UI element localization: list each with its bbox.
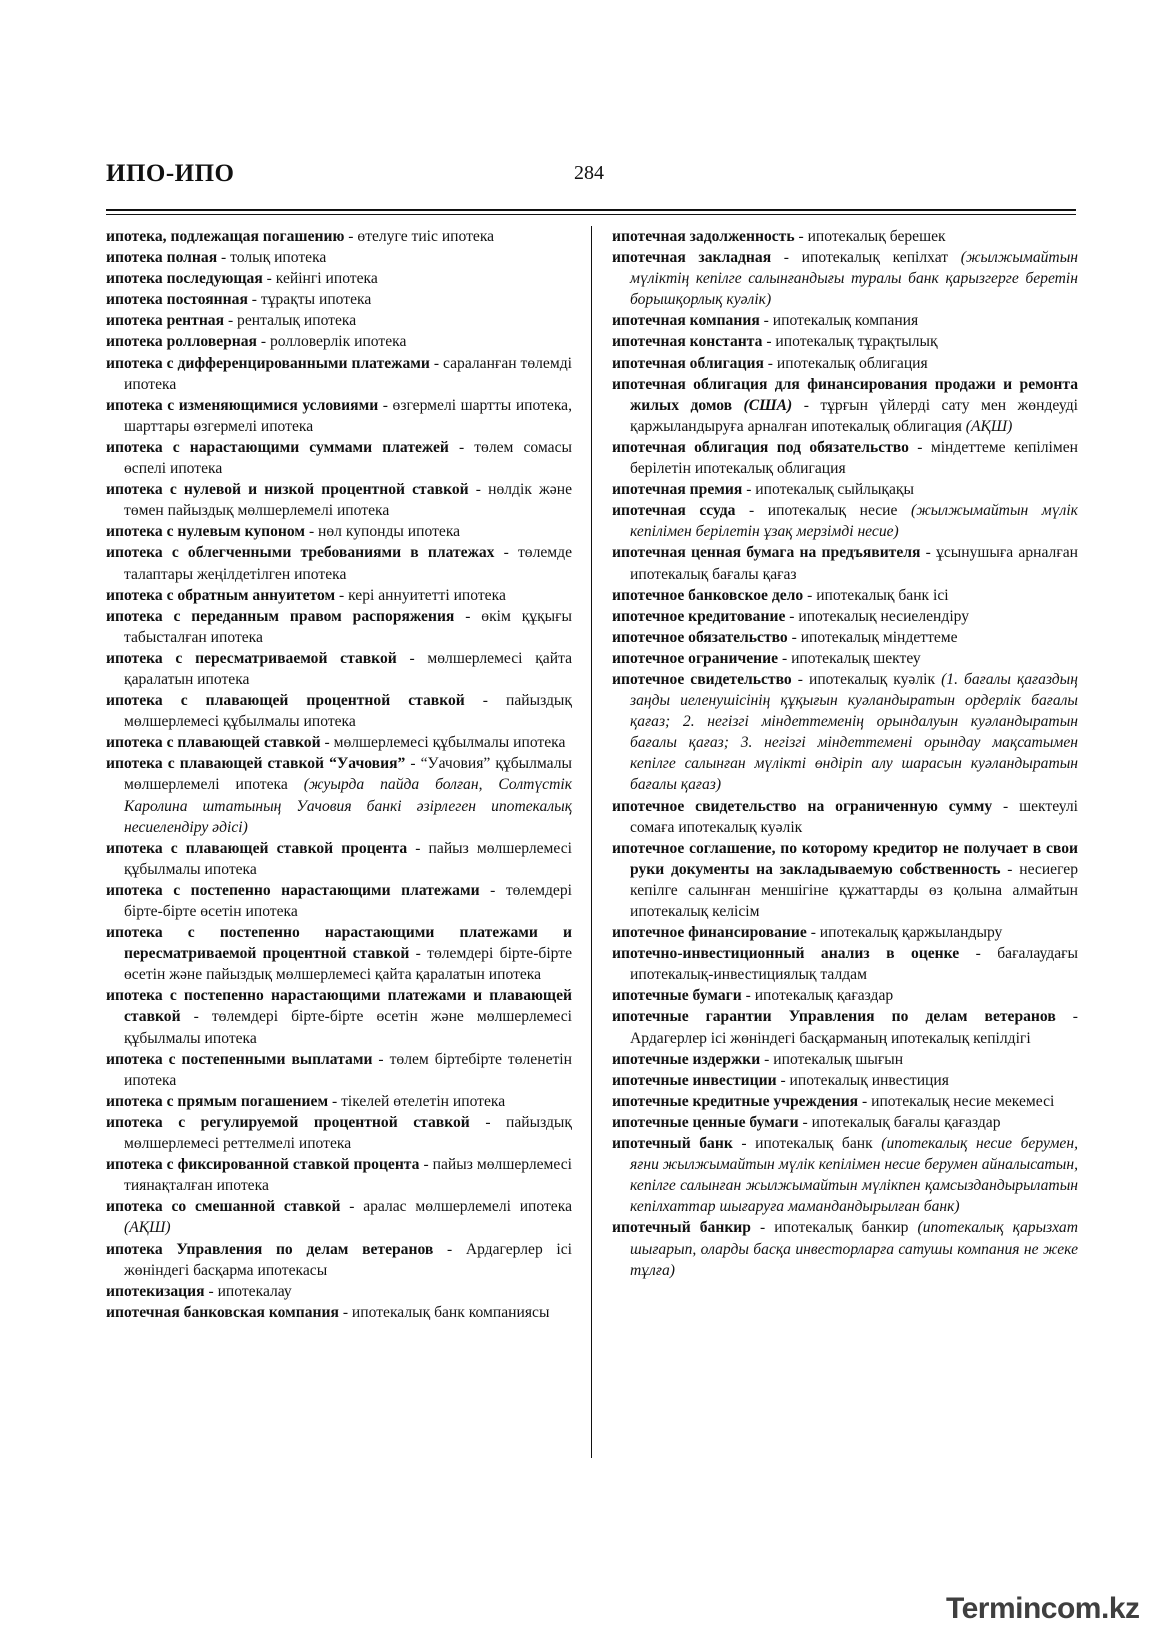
- entry-definition: - ипотекалық облигация: [763, 354, 928, 372]
- entry-definition: - Ардагерлер ісі жөніндегі басқарма ипотекасы: [124, 1240, 573, 1279]
- dictionary-entry: [106, 753, 572, 837]
- dictionary-entry: [106, 585, 572, 606]
- dictionary-entry: [106, 1196, 572, 1238]
- dictionary-entry: [106, 1281, 572, 1302]
- entry-term: ипотечная ссуда: [612, 502, 736, 520]
- dictionary-entry: [612, 542, 1078, 584]
- entry-definition: - несиегер кепілге салынған меншігіне құжаттарды өз қолына алмайтын ипотекалық келісім: [630, 860, 1078, 920]
- entry-definition: - кері аннуитетті ипотека: [335, 586, 506, 604]
- entry-term: ипотека с нулевым купоном: [106, 523, 306, 541]
- dictionary-entry: [612, 606, 1078, 627]
- entry-definition: - ипотекалық сыйлықақы: [742, 481, 914, 499]
- entry-term: ипотека с прямым погашением: [106, 1092, 329, 1110]
- entry-definition: - төлемде талаптары жеңілдетілген ипотека: [124, 544, 572, 583]
- entry-definition: - пайыз мөлшерлемесі тиянақталған ипотека: [124, 1156, 572, 1195]
- right-column: [612, 226, 1078, 1281]
- dictionary-entry: [106, 437, 572, 479]
- entry-term: ипотечные кредитные учреждения: [612, 1092, 859, 1110]
- entry-term: ипотека Управления по делам ветеранов: [106, 1240, 434, 1258]
- entry-term: ипотечные инвестиции: [612, 1071, 777, 1089]
- entry-definition: - ипотекалық кепілхат: [771, 249, 961, 267]
- entry-definition: - ипотекалық несие мекемесі: [858, 1092, 1055, 1110]
- entry-term: ипотека полная: [106, 249, 218, 267]
- dictionary-entry: [612, 1091, 1078, 1112]
- entry-note: (жылжымайтын мүлік кепілімен берілетін ұзақ мерзімді несие): [630, 502, 1078, 541]
- dictionary-entry: [106, 521, 572, 542]
- entry-term: ипотека с пересматриваемой ставкой: [106, 649, 397, 667]
- left-column: [106, 226, 572, 1323]
- dictionary-entry: [612, 500, 1078, 542]
- dictionary-entry: [612, 1070, 1078, 1091]
- entry-term: ипотека с нарастающими суммами платежей: [106, 438, 449, 456]
- entry-definition: - төлемдері бірте-бірте өсетін ипотека: [124, 881, 572, 920]
- entry-definition: - пайыздық мөлшерлемесі құбылмалы ипотека: [124, 692, 572, 731]
- entry-definition: - ипотекалық шектеу: [778, 649, 921, 667]
- entry-note: (ипотекалық қарызхат шығарып, оларды басқа инвесторларға сатушы компания не жеке тұлға): [630, 1219, 1078, 1279]
- entry-term: ипотечное банковское дело: [612, 586, 804, 604]
- dictionary-entry: [106, 247, 572, 268]
- entry-term: ипотечное соглашение, по которому кредитор не получает в свои руки документы на закладываемую собственность: [612, 839, 1078, 878]
- entry-term: ипотечное свидетельство: [612, 670, 792, 688]
- entry-definition: - шектеулі сомаға ипотекалық куәлік: [630, 797, 1078, 836]
- entry-definition: - нөл купонды ипотека: [305, 523, 461, 541]
- entry-term: ипотека с плавающей процентной ставкой: [106, 692, 465, 710]
- entry-note: (АҚШ): [124, 1219, 171, 1237]
- entry-definition: - сараланған төлемді ипотека: [124, 354, 572, 393]
- entry-definition: - аралас мөлшерлемелі ипотека: [340, 1198, 572, 1216]
- dictionary-entry: [106, 289, 572, 310]
- entry-term: ипотека ролловерная: [106, 333, 257, 351]
- dictionary-entry: [612, 838, 1078, 922]
- entry-definition: - ипотекалық банкир: [750, 1219, 918, 1237]
- entry-definition: - ренталық ипотека: [224, 312, 357, 330]
- dictionary-entry: [612, 1049, 1078, 1070]
- entry-term: ипотека с постепенно нарастающими платежами и плавающей ставкой: [106, 987, 572, 1026]
- entry-definition: - ролловерлік ипотека: [257, 333, 407, 351]
- entry-definition: - тұрақты ипотека: [247, 291, 372, 309]
- entry-term: ипотека, подлежащая погашению: [106, 228, 345, 245]
- dictionary-entry: [106, 1091, 572, 1112]
- entry-term: ипотечный банкир: [612, 1219, 751, 1237]
- dictionary-entry: [106, 1302, 572, 1323]
- entry-term: ипотека с постепенно нарастающими платежами: [106, 881, 480, 899]
- entry-term: ипотечная константа: [612, 333, 763, 351]
- watermark-logo: Termincom.kz: [946, 1592, 1140, 1625]
- dictionary-entry: [106, 268, 572, 289]
- entry-term: ипотечное кредитование: [612, 607, 786, 625]
- entry-definition: - бағалаудағы ипотекалық-инвестициялық талдам: [630, 945, 1078, 984]
- dictionary-entry: [612, 1006, 1078, 1048]
- entry-term: ипотечная облигация для финансирования продажи и ремонта жилых домов: [612, 375, 1078, 414]
- entry-definition: - пайыз мөлшерлемесі құбылмалы ипотека: [124, 839, 572, 878]
- entry-term: ипотечный банк: [612, 1135, 733, 1153]
- entry-term: ипотечная премия: [612, 481, 743, 499]
- entry-definition: - ипотекалық қағаздар: [741, 987, 894, 1005]
- entry-term: ипотечные издержки: [612, 1050, 761, 1068]
- entry-term: ипотечная компания: [612, 312, 760, 330]
- entry-term: ипотека с плавающей ставкой “Уачовия”: [106, 755, 406, 773]
- entry-term: ипотечная ценная бумага на предъявителя: [612, 544, 921, 562]
- entry-definition: - төлем сомасы өспелі ипотека: [124, 438, 572, 478]
- page-number: 284: [574, 162, 604, 184]
- entry-definition: - ипотекалық міндеттеме: [787, 628, 958, 646]
- column-divider: [591, 226, 592, 1458]
- entry-definition: - ипотекалық банк ісі: [803, 586, 949, 604]
- dictionary-entry: [612, 374, 1078, 437]
- dictionary-entry: [106, 331, 572, 352]
- entry-term: ипотека рентная: [106, 312, 225, 330]
- entry-definition: - ипотекалық берешек: [794, 228, 946, 245]
- dictionary-entry: [612, 479, 1078, 500]
- entry-definition: - ипотекалық тұрақтылық: [762, 333, 938, 351]
- entry-term: ипотека со смешанной ставкой: [106, 1198, 341, 1216]
- page-header-title: ИПО-ИПО: [106, 160, 235, 187]
- entry-definition: - ипотекалау: [204, 1282, 292, 1300]
- entry-definition: - ипотекалық қаржыландыру: [806, 924, 1003, 942]
- entry-definition: - төлем біртебірте төленетін ипотека: [124, 1050, 572, 1089]
- entry-term: ипотечное ограничение: [612, 649, 779, 667]
- dictionary-entry: [612, 1112, 1078, 1133]
- dictionary-entry: [106, 648, 572, 690]
- dictionary-entry: [106, 542, 572, 584]
- entry-term: ипотека с переданным правом распоряжения: [106, 607, 455, 625]
- entry-definition: - өтелуге тиіс ипотека: [344, 228, 495, 245]
- dictionary-entry: [612, 985, 1078, 1006]
- entry-term: ипотека с регулируемой процентной ставкой: [106, 1113, 470, 1131]
- entry-definition: - Ардагерлер ісі жөніндегі басқарманың ипотекалық кепілдігі: [630, 1008, 1078, 1047]
- dictionary-entry: [612, 648, 1078, 669]
- dictionary-entry: [612, 226, 1078, 247]
- dictionary-entry: [106, 1239, 572, 1281]
- entry-term: ипотечное финансирование: [612, 924, 807, 942]
- entry-definition: - мөлшерлемесі қайта қаралатын ипотека: [124, 649, 572, 688]
- dictionary-entry: [106, 1154, 572, 1196]
- dictionary-entry: [106, 985, 572, 1048]
- entry-definition: - мөлшерлемесі құбылмалы ипотека: [320, 734, 566, 752]
- entry-term: ипотечное обязательство: [612, 628, 788, 646]
- dictionary-entry: [612, 669, 1078, 796]
- entry-definition: - өкім құқығы табысталған ипотека: [124, 607, 572, 646]
- entry-definition: - ұсынушыға арналған ипотекалық бағалы қағаз: [630, 544, 1078, 583]
- entry-definition: - ипотекалық несие: [735, 502, 912, 520]
- entry-term: ипотека с нулевой и низкой процентной ставкой: [106, 481, 469, 499]
- header-rule-thick: [106, 209, 1076, 211]
- entry-term: ипотека с облегченными требованиями в платежах: [106, 544, 495, 562]
- entry-term: ипотечная закладная: [612, 249, 772, 267]
- dictionary-entry: [106, 1112, 572, 1154]
- entry-definition: - нөлдік және төмен пайыздық мөлшерлемелі ипотека: [124, 481, 572, 520]
- dictionary-entry: [106, 226, 572, 247]
- entry-term: ипотечная задолженность: [612, 228, 795, 245]
- dictionary-entry: [106, 922, 572, 985]
- dictionary-entry: [612, 943, 1078, 985]
- dictionary-entry: [612, 796, 1078, 838]
- dictionary-entry: [612, 437, 1078, 479]
- entry-term: ипотека с обратным аннуитетом: [106, 586, 336, 604]
- entry-definition: - пайыздық мөлшерлемесі реттелмелі ипотека: [124, 1113, 572, 1153]
- entry-term: ипотечная облигация под обязательство: [612, 438, 909, 456]
- entry-term: ипотечные ценные бумаги: [612, 1113, 799, 1131]
- dictionary-entry: [612, 353, 1078, 374]
- entry-note: (1. бағалы қағаздың заңды иеленушісінің құқығын куәландыратын ордерлік бағалы қағаз; 2. негізгі міндеттеменің орындалуын куәландыратын бағалы қағаз; 3. негізгі міндеттемені орындау мақсатымен кепілге салынған мүлікті өндіріп алу шарасын куәландыратын бағалы қағаз): [630, 670, 1078, 794]
- dictionary-entry: [612, 1133, 1078, 1217]
- entry-note: (жылжымайтын мүліктің кепілге салынғандығы туралы банк қарызгерге беретін борышқорлық куәлік): [630, 249, 1078, 309]
- entry-term: ипотечные гарантии Управления по делам ветеранов: [612, 1008, 1056, 1026]
- entry-note: (жуырда пайда болған, Солтүстік Каролина штатының Уачовия банкі әзірлеген ипотекалық несиелендіру әдісі): [124, 776, 572, 836]
- dictionary-entry: [106, 1049, 572, 1091]
- entry-term: ипотечно-инвестиционный анализ в оценке: [612, 945, 960, 963]
- entry-definition: - тұрғын үйлерді сату мен жөндеуді қаржыландыруға арналған ипотекалық облигация: [630, 396, 1078, 435]
- dictionary-entry: [612, 310, 1078, 331]
- dictionary-entry: [106, 838, 572, 880]
- entry-term: ипотечное свидетельство на ограниченную сумму: [612, 797, 993, 815]
- entry-definition: - “Уачовия” құбылмалы мөлшерлемелі ипотека: [124, 755, 572, 794]
- entry-note: (АҚШ): [965, 417, 1013, 435]
- dictionary-entry: [612, 331, 1078, 352]
- entry-definition: - ипотекалық куәлік: [791, 670, 942, 688]
- entry-note: (ипотекалық несие берумен, яғни жылжымайтын мүлік кепілімен несие берумен айналысатын, кепілге салынған жылжымайтын мүлікпен қамсыздандырылатын кепілхаттар шығаруға мамандандырылған банк): [630, 1135, 1079, 1216]
- entry-term: ипотечная банковская компания: [106, 1303, 339, 1321]
- entry-definition: - міндеттеме кепілімен берілетін ипотекалық облигация: [630, 438, 1078, 478]
- entry-term: ипотека с дифференцированными платежами: [106, 354, 430, 372]
- dictionary-entry: [612, 922, 1078, 943]
- entry-term: ипотека с изменяющимися условиями: [106, 396, 379, 414]
- dictionary-entry: [612, 585, 1078, 606]
- dictionary-entry: [106, 690, 572, 732]
- dictionary-entry: [612, 247, 1078, 310]
- entry-definition: - ипотекалық инвестиция: [776, 1071, 949, 1089]
- dictionary-entry: [106, 310, 572, 331]
- entry-definition: - ипотекалық компания: [759, 312, 919, 330]
- dictionary-entry: [106, 606, 572, 648]
- entry-term: ипотечная облигация: [612, 354, 764, 372]
- dictionary-entry: [106, 732, 572, 753]
- entry-term: ипотекизация: [106, 1282, 205, 1300]
- entry-definition: - өзгермелі шартты ипотека, шарттары өзгермелі ипотека: [124, 396, 572, 435]
- entry-definition: - ипотекалық банк компаниясы: [338, 1303, 550, 1321]
- entry-term: ипотека с постепенно нарастающими платежами и пересматриваемой процентной ставкой: [106, 924, 572, 963]
- entry-term: ипотека с плавающей ставкой процента: [106, 839, 408, 857]
- entry-definition: - ипотекалық несиелендіру: [785, 607, 970, 625]
- entry-definition: - ипотекалық бағалы қағаздар: [798, 1113, 1001, 1131]
- entry-definition: - толық ипотека: [217, 249, 327, 267]
- dictionary-entry: [612, 627, 1078, 648]
- dictionary-entry: [106, 479, 572, 521]
- entry-definition: - төлемдері бірте-бірте өсетін және пайыздық мөлшерлемесі қайта қаралатын ипотека: [124, 945, 573, 984]
- dictionary-entry: [612, 1217, 1078, 1280]
- entry-term: ипотека постоянная: [106, 291, 248, 309]
- header-rule-thin: [106, 214, 1076, 215]
- dictionary-entry: [106, 880, 572, 922]
- entry-term: ипотека последующая: [106, 270, 263, 288]
- entry-definition: - ипотекалық банк: [732, 1135, 882, 1153]
- entry-definition: - кейінгі ипотека: [262, 270, 378, 288]
- entry-definition: - тікелей өтелетін ипотека: [328, 1092, 506, 1110]
- dictionary-entry: [106, 353, 572, 395]
- entry-term: ипотека с постепенными выплатами: [106, 1050, 373, 1068]
- entry-definition: - төлемдері бірте-бірте өсетін және мөлшерлемесі құбылмалы ипотека: [124, 1008, 572, 1047]
- entry-term-note: (США): [732, 396, 793, 414]
- entry-term: ипотечные бумаги: [612, 987, 742, 1005]
- entry-term: ипотека с фиксированной ставкой процента: [106, 1156, 420, 1174]
- dictionary-entry: [106, 395, 572, 437]
- entry-term: ипотека с плавающей ставкой: [106, 734, 321, 752]
- entry-definition: - ипотекалық шығын: [760, 1050, 904, 1068]
